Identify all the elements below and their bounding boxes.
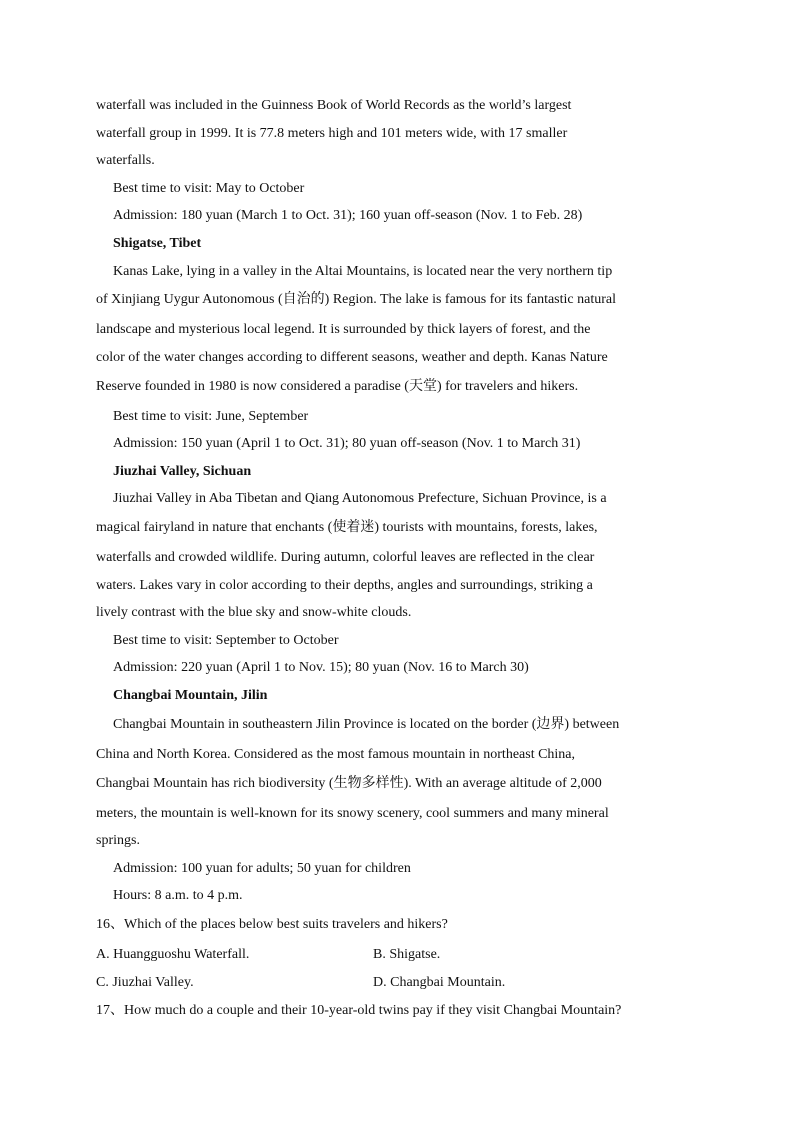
text-line: Jiuzhai Valley in Aba Tibetan and Qiang Autonomous Prefecture, Sichuan Province, is a	[113, 491, 607, 506]
text-line: Changbai Mountain in southeastern Jilin Province is located on the border (边界) between	[113, 717, 620, 732]
text-line: waters. Lakes vary in color according to their depths, angles and surroundings, striking a	[96, 578, 593, 593]
text-line: Changbai Mountain has rich biodiversity (生物多样性). With an average altitude of 2,000	[96, 776, 602, 791]
option-d[interactable]: D. Changbai Mountain.	[373, 975, 506, 990]
option-c[interactable]: C. Jiuzhai Valley.	[96, 975, 194, 990]
text-line: of Xinjiang Uygur Autonomous (自治的) Region. The lake is famous for its fantastic natural	[96, 292, 616, 307]
text-line: waterfalls and crowded wildlife. During autumn, colorful leaves are reflected in the clear	[96, 550, 595, 565]
best-time-line: Best time to visit: May to October	[113, 181, 305, 196]
hours-line: Hours: 8 a.m. to 4 p.m.	[113, 888, 243, 903]
best-time-line: Best time to visit: September to October	[113, 633, 339, 648]
text-line: springs.	[96, 833, 140, 848]
best-time-line: Best time to visit: June, September	[113, 409, 309, 424]
text-line: meters, the mountain is well-known for its snowy scenery, cool summers and many mineral	[96, 806, 609, 821]
text-line: waterfall group in 1999. It is 77.8 meters high and 101 meters wide, with 17 smaller	[96, 126, 568, 141]
admission-line: Admission: 100 yuan for adults; 50 yuan for children	[113, 861, 411, 876]
text-line: Kanas Lake, lying in a valley in the Altai Mountains, is located near the very northern tip	[113, 264, 613, 279]
text-line: magical fairyland in nature that enchants (使着迷) tourists with mountains, forests, lakes,	[96, 520, 598, 535]
admission-line: Admission: 180 yuan (March 1 to Oct. 31); 160 yuan off-season (Nov. 1 to Feb. 28)	[113, 208, 583, 223]
text-line: China and North Korea. Considered as the most famous mountain in northeast China,	[96, 747, 576, 762]
admission-line: Admission: 150 yuan (April 1 to Oct. 31); 80 yuan off-season (Nov. 1 to March 31)	[113, 436, 581, 451]
text-line: Reserve founded in 1980 is now considered a paradise (天堂) for travelers and hikers.	[96, 379, 579, 394]
text-line: waterfall was included in the Guinness Book of World Records as the world’s largest	[96, 98, 572, 113]
admission-line: Admission: 220 yuan (April 1 to Nov. 15); 80 yuan (Nov. 16 to March 30)	[113, 660, 529, 675]
option-a[interactable]: A. Huangguoshu Waterfall.	[96, 947, 250, 962]
question-16-stem: 16、Which of the places below best suits travelers and hikers?	[96, 917, 448, 932]
text-line: landscape and mysterious local legend. It is surrounded by thick layers of forest, and the	[96, 322, 591, 337]
question-17-stem: 17、How much do a couple and their 10-year-old twins pay if they visit Changbai Mountain?	[96, 1003, 622, 1018]
text-line: color of the water changes according to different seasons, weather and depth. Kanas Nature	[96, 350, 608, 365]
section-heading-changbai: Changbai Mountain, Jilin	[113, 688, 268, 703]
text-line: lively contrast with the blue sky and snow-white clouds.	[96, 605, 412, 620]
section-heading-jiuzhai: Jiuzhai Valley, Sichuan	[113, 464, 252, 479]
section-heading-shigatse: Shigatse, Tibet	[113, 236, 202, 251]
text-line: waterfalls.	[96, 153, 155, 168]
option-b[interactable]: B. Shigatse.	[373, 947, 441, 962]
